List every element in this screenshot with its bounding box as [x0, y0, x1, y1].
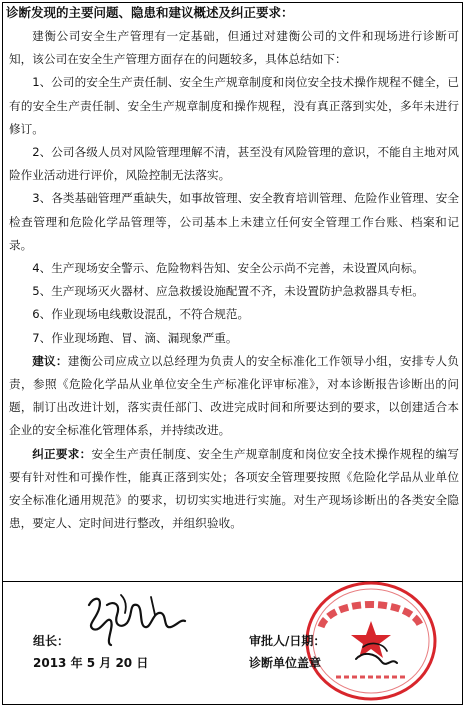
findings-body [9, 25, 459, 535]
intro-paragraph: 建衡公司安全生产管理有一定基础，但通过对建衡公司的文件和现场进行诊断可知，该公司在安全生产管理方面存在的问题较多，具体总结如下： [9, 29, 459, 67]
suggestion-paragraph [9, 350, 459, 443]
correction-text: 安全生产责任制度、安全生产规章制度和岗位安全技术操作规程的编写要有针对性和可操作性，能真正落到实处；各项安全管理要按照《危险化学品从业单位安全标准化通用规范》的要求，切切实实地进行实施。对生产现场诊断出的各类安全隐患，要定人、定时间进行整改，并组织验收。 [9, 446, 459, 531]
suggestion-text: 建衡公司应成立以总经理为负责人的安全标准化工作领导小组，安排专人负责，参照《危险化学品从业单位安全生产标准化评审标准》，对本诊断报告诊断出的问题，制订出改进计划，落实责任部门、改进完成时间和所要达到的要求，以创建适合本企业的安全标准化管理体系，并持续改进。 [9, 353, 459, 438]
approver-label: 审批人/日期： [249, 634, 326, 648]
leader-signature [81, 585, 191, 655]
seal-label: 诊断单位盖章 [249, 656, 322, 670]
report-date: 2013 年 5 月 20 日 [33, 656, 149, 670]
suggestion-label: 建议： [32, 353, 68, 368]
correction-label: 纠正要求： [32, 446, 92, 461]
finding-3: 3、各类基础管理严重缺失，如事故管理、安全教育培训管理、危险作业管理、安全检查管理和危险化学品管理等，公司基本上未建立任何安全管理工作台账、档案和记录。 [9, 191, 459, 252]
finding-1: 1、公司的安全生产责任制、安全生产规章制度和岗位安全技术操作规程不健全，已有的安全生产责任制、安全生产规章制度和操作规程，没有真正落到实处，多年未进行修订。 [9, 75, 459, 136]
finding-2: 2、公司各级人员对风险管理理解不清，甚至没有风险管理的意识，不能自主地对风险作业活动进行评价，风险控制无法落实。 [9, 145, 459, 183]
correction-paragraph [9, 443, 459, 536]
report-frame [2, 2, 463, 705]
finding-6: 6、作业现场电线敷设混乱，不符合规范。 [32, 307, 250, 322]
leader-label: 组长： [33, 634, 70, 648]
finding-7: 7、作业现场跑、冒、滴、漏现象严重。 [32, 330, 238, 345]
section-heading: 诊断发现的主要问题、隐患和建议概述及纠正要求： [6, 5, 294, 20]
finding-4: 4、生产现场安全警示、危险物料告知、安全公示尚不完善，未设置风向标。 [32, 261, 424, 276]
finding-5: 5、生产现场灭火器材、应急救援设施配置不齐，未设置防护急救器具专柜。 [32, 284, 424, 299]
